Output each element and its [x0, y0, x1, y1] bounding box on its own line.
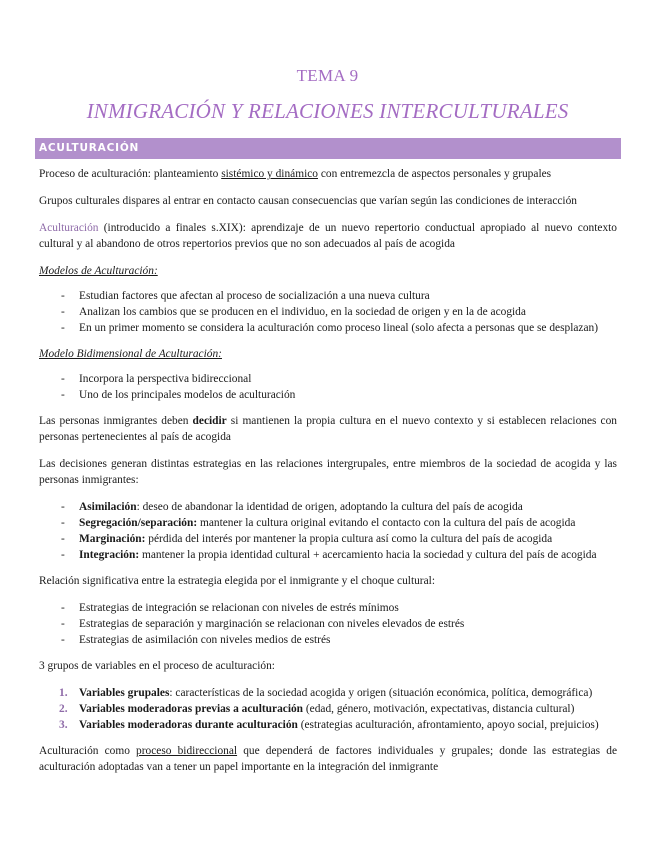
paragraph-bidireccional	[39, 743, 617, 775]
paragraph-decisiones: Las decisiones generan distintas estrategias en las relaciones intergrupales, entre miembros de la sociedad de acogida y las personas inmigrantes:	[39, 458, 617, 486]
variable-term: Variables grupales	[79, 687, 170, 699]
paragraph-text: con entremezcla de aspectos personales y grupales	[318, 168, 552, 180]
bidimensional-list	[39, 371, 617, 403]
underlined-term: proceso bidireccional	[136, 745, 238, 757]
paragraph-text: Las personas inmigrantes deben	[39, 415, 193, 427]
list-number: 3.	[59, 719, 68, 731]
paragraph-text: Aculturación como	[39, 745, 137, 757]
strategy-desc: mantener la cultura original evitando el contacto con la cultura del país de acogida	[197, 517, 576, 529]
list-item: - Estrategias de asimilación con niveles medios de estrés	[39, 632, 617, 648]
list-item: - Estudian factores que afectan al proceso de socialización a una nueva cultura	[39, 288, 617, 304]
list-number: 2.	[59, 703, 68, 715]
paragraph-proceso	[39, 166, 617, 182]
variable-term: Variables moderadoras previas a aculturación	[79, 703, 304, 715]
bidimensional-heading: Modelo Bidimensional de Aculturación:	[39, 348, 222, 360]
list-item: - En un primer momento se considera la aculturación como proceso lineal (solo afecta a personas que se desplazan)	[39, 320, 617, 336]
list-item	[39, 499, 617, 515]
paragraph-grupos: Grupos culturales dispares al entrar en contacto causan consecuencias que varían según las condiciones de interacción	[39, 195, 577, 207]
page-subtitle: INMIGRACIÓN Y RELACIONES INTERCULTURALES	[86, 99, 569, 123]
strategy-term: Marginación:	[79, 533, 146, 545]
list-number: 1.	[59, 687, 68, 699]
variable-term: Variables moderadoras durante aculturación	[79, 719, 298, 731]
list-item	[39, 547, 617, 563]
underlined-term: sistémico y dinámico	[221, 168, 318, 180]
paragraph-text: Proceso de aculturación: planteamiento	[39, 168, 222, 180]
list-item: - Estrategias de integración se relacionan con niveles de estrés mínimos	[39, 600, 617, 616]
variable-desc: (edad, género, motivación, expectativas, distancia cultural)	[303, 703, 575, 715]
section-header-label: ACULTURACIÓN	[39, 142, 140, 154]
section-header-bar	[35, 138, 621, 159]
list-item	[39, 531, 617, 547]
paragraph-relacion: Relación significativa entre la estrategia elegida por el inmigrante y el choque cultural:	[39, 575, 435, 587]
paragraph-text: si mantienen la propia cultura en el nuevo contexto y si establecen relaciones con personas pertenecientes al país de acogida	[39, 415, 617, 443]
strategy-term: Segregación/separación:	[79, 517, 198, 529]
paragraph-decidir	[39, 413, 617, 445]
bold-term: decidir	[192, 415, 227, 427]
variable-desc: : características de la sociedad acogida y origen (situación económica, política, demográfica)	[169, 687, 593, 699]
paragraph-text: que dependerá de factores individuales y grupales; donde las estrategias de aculturación adoptadas van a tener un papel importante en la integración del inmigrante	[39, 745, 617, 773]
strategy-desc: pérdida del interés por mantener la propia cultura así como la cultura del país de acogida	[145, 533, 553, 545]
stress-list	[39, 600, 617, 648]
list-item	[39, 685, 617, 701]
list-item: - Estrategias de separación y marginación se relacionan con niveles elevados de estrés	[39, 616, 617, 632]
strategy-term: Integración:	[79, 549, 140, 561]
list-item: - Uno de los principales modelos de aculturación	[39, 387, 617, 403]
models-heading: Modelos de Aculturación:	[39, 265, 158, 277]
variables-list	[39, 685, 617, 733]
paragraph-variables-intro: 3 grupos de variables en el proceso de aculturación:	[39, 660, 275, 672]
list-item	[39, 717, 617, 733]
strategies-list	[39, 499, 617, 563]
strategy-desc: mantener la propia identidad cultural + acercamiento hacia la sociedad y cultura del país de acogida	[139, 549, 597, 561]
list-item: - Incorpora la perspectiva bidireccional	[39, 371, 617, 387]
models-list	[39, 288, 617, 336]
document-body	[39, 166, 617, 786]
paragraph-text: (introducido a finales s.XIX): aprendizaje de un nuevo repertorio conductual apropiado al nuevo contexto cultural y al abandono de otros repertorios previos que no son adecuados al país de acogida	[39, 222, 617, 250]
list-item: - Analizan los cambios que se producen en el individuo, en la sociedad de origen y en la de acogida	[39, 304, 617, 320]
variable-desc: (estrategias aculturación, afrontamiento, apoyo social, prejuicios)	[297, 719, 599, 731]
page-title: TEMA 9	[296, 66, 359, 85]
list-item	[39, 515, 617, 531]
highlighted-term: Aculturación	[39, 222, 99, 234]
list-item	[39, 701, 617, 717]
paragraph-aculturacion-def	[39, 220, 617, 252]
strategy-desc: : deseo de abandonar la identidad de origen, adoptando la cultura del país de acogida	[136, 501, 523, 513]
strategy-term: Asimilación	[79, 501, 137, 513]
